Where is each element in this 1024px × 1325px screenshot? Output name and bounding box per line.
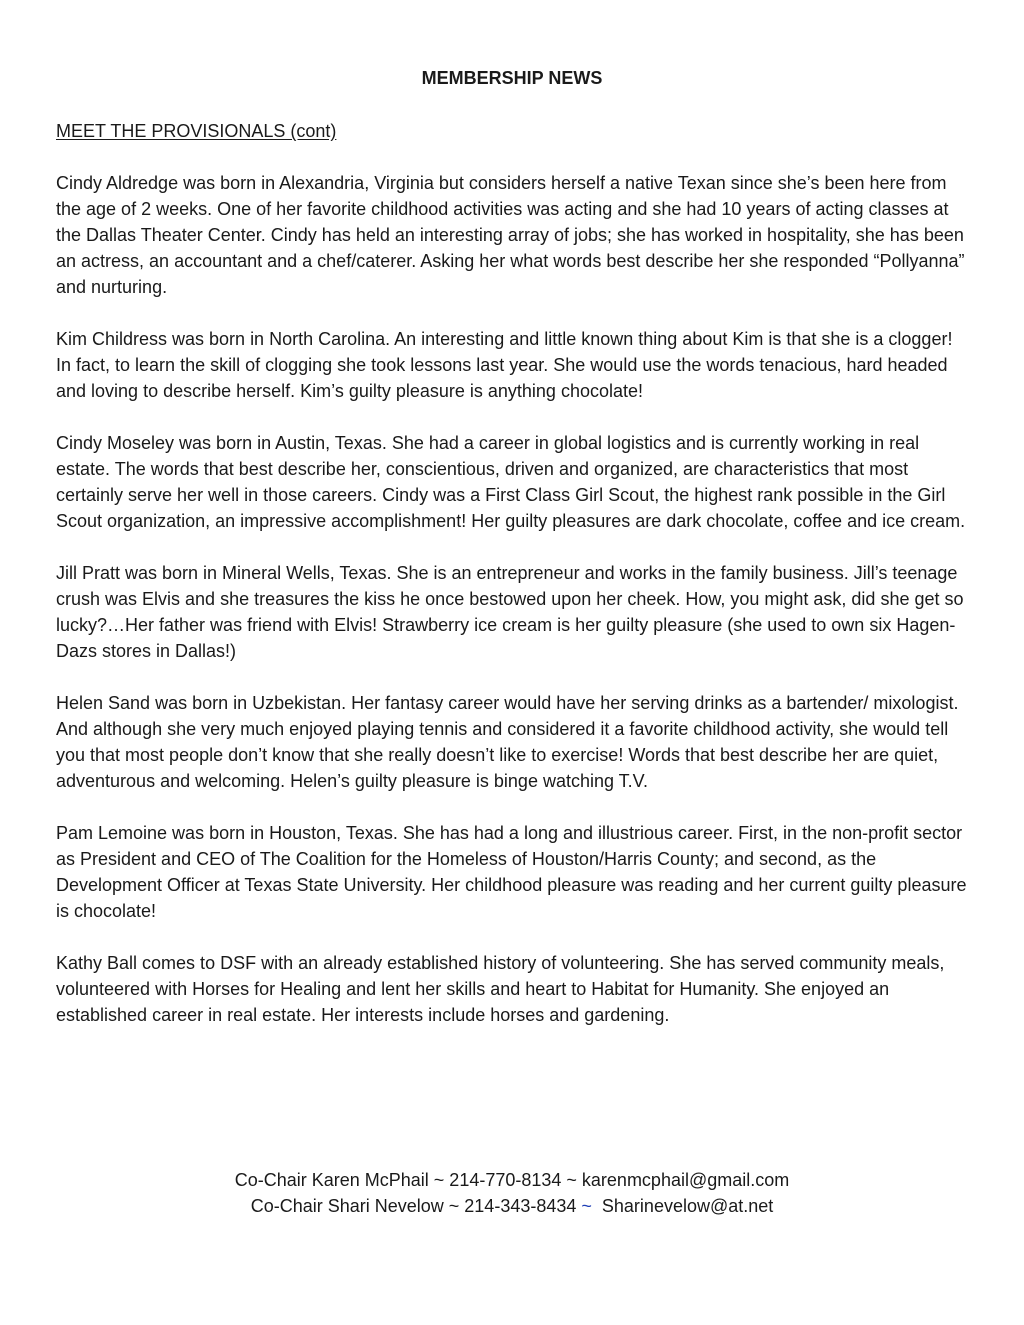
paragraph-pam-lemoine: Pam Lemoine was born in Houston, Texas. She has had a long and illustrious career. First, in the non-profit sector as President and CEO of The Coalition for the Homeless of Houston/Harris County; and second, as the Development Officer at Texas State University. Her childhood pleasure was reading and her current guilty pleasure is chocolate!	[56, 823, 967, 921]
contact-line-shari-start: Co-Chair Shari Nevelow ~ 214-343-8434	[250, 1196, 582, 1216]
section-heading: MEET THE PROVISIONALS (cont)	[56, 121, 337, 141]
tilde-separator: ~	[581, 1196, 592, 1216]
paragraph-helen-sand: Helen Sand was born in Uzbekistan. Her fantasy career would have her serving drinks as a bartender/ mixologist. And although she very much enjoyed playing tennis and considered it a favorite childhood activity, she would tell you that most people don’t know that she really doesn’t like to exercise! Words that best describe her are quiet, adventurous and welcoming. Helen’s guilty pleasure is binge watching T.V.	[56, 693, 959, 791]
contact-line-shari-end: Sharinevelow@at.net	[591, 1196, 774, 1216]
article-body	[56, 170, 971, 1054]
contact-line-shari	[0, 1193, 1024, 1219]
paragraph-jill-pratt: Jill Pratt was born in Mineral Wells, Texas. She is an entrepreneur and works in the family business. Jill’s teenage crush was Elvis and she treasures the kiss he once bestowed upon her cheek. How, you might ask, did she get so lucky?…Her father was friend with Elvis! Strawberry ice cream is her guilty pleasure (she used to own six Hagen-Dazs stores in Dallas!)	[56, 563, 964, 661]
paragraph-cindy-aldredge: Cindy Aldredge was born in Alexandria, Virginia but considers herself a native Texan since she’s been here from the age of 2 weeks. One of her favorite childhood activities was acting and she had 10 years of acting classes at the Dallas Theater Center. Cindy has held an interesting array of jobs; she has worked in hospitality, she has been an actress, an accountant and a chef/caterer. Asking her what words best describe her she responded “Pollyanna” and nurturing.	[56, 173, 965, 297]
page-title: MEMBERSHIP NEWS	[421, 68, 603, 88]
paragraph-cindy-moseley: Cindy Moseley was born in Austin, Texas. She had a career in global logistics and is currently working in real estate. The words that best describe her, conscientious, driven and organized, are characteristics that most certainly serve her well in those careers. Cindy was a First Class Girl Scout, the highest rank possible in the Girl Scout organization, an impressive accomplishment! Her guilty pleasures are dark chocolate, coffee and ice cream.	[56, 433, 966, 531]
paragraph-kathy-ball: Kathy Ball comes to DSF with an already established history of volunteering. She has served community meals, volunteered with Horses for Healing and lent her skills and heart to Habitat for Humanity. She enjoyed an established career in real estate. Her interests include horses and gardening.	[56, 953, 945, 1025]
paragraph-kim-childress: Kim Childress was born in North Carolina. An interesting and little known thing about Kim is that she is a clogger! In fact, to learn the skill of clogging she took lessons last year. She would use the words tenacious, hard headed and loving to describe herself. Kim’s guilty pleasure is anything chocolate!	[56, 329, 953, 401]
contact-line-karen: Co-Chair Karen McPhail ~ 214-770-8134 ~ karenmcphail@gmail.com	[234, 1170, 790, 1190]
contact-footer	[0, 1167, 1024, 1219]
